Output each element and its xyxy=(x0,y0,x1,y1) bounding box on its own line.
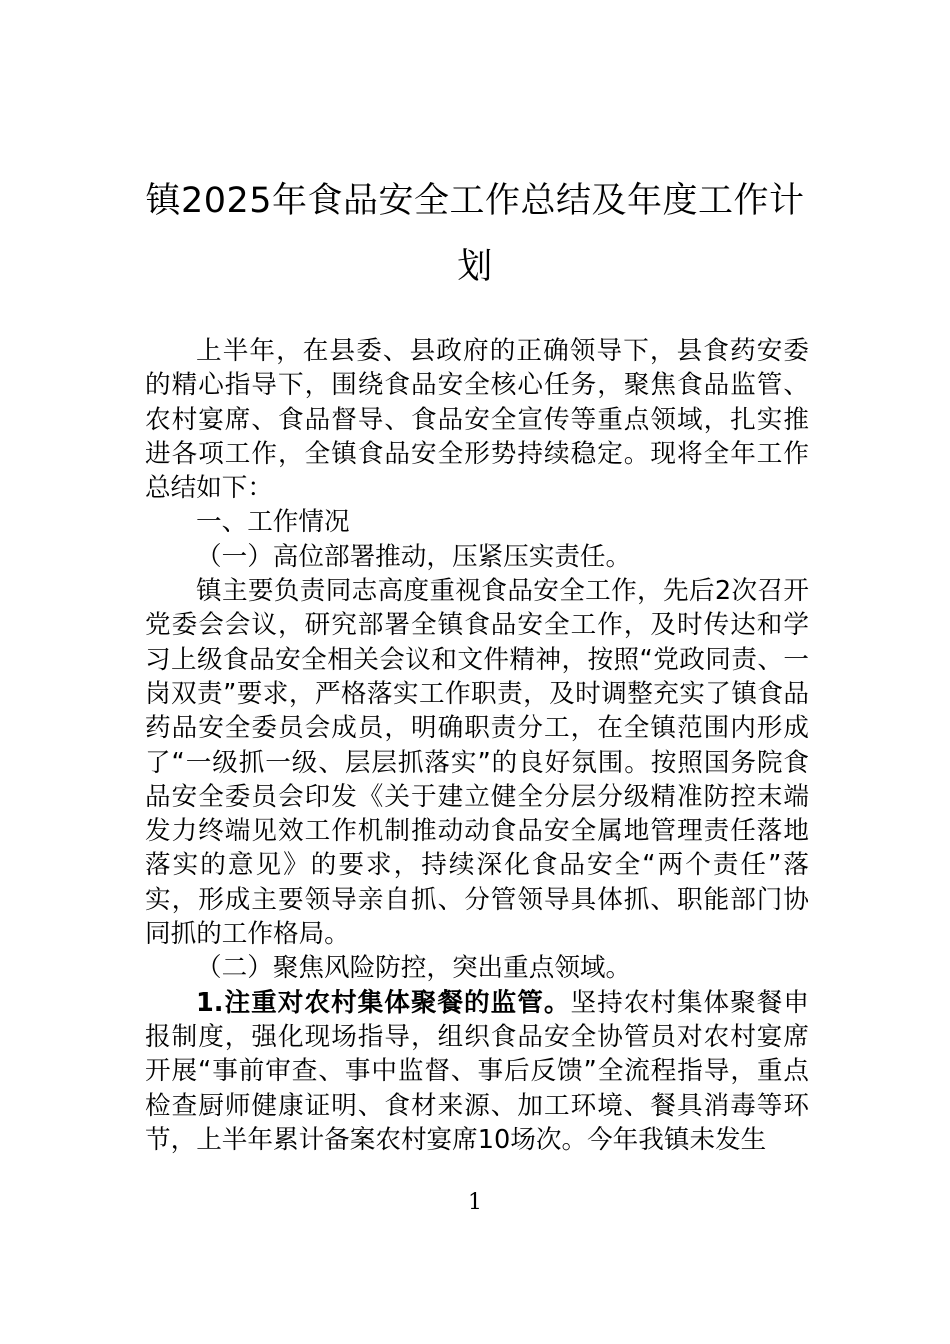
paragraph-intro: 上半年，在县委、县政府的正确领导下，县食药安委的精心指导下，围绕食品安全核心任务，聚焦食品监管、农村宴席、食品督导、食品安全宣传等重点领域，扎实推进各项工作，全镇食品安全形势持续稳定。现将全年工作总结如下： xyxy=(145,336,809,504)
document-body xyxy=(145,334,809,1157)
document-title: 镇2025年食品安全工作总结及年度工作计划 xyxy=(145,181,805,287)
section-heading-work-status: 一、工作情况 xyxy=(196,507,350,538)
paragraph-responsibility: 镇主要负责同志高度重视食品安全工作，先后2次召开党委会会议，研究部署全镇食品安全工作，及时传达和学习上级食品安全相关会议和文件精神，按照“党政同责、一岗双责”要求，严格落实工作职责，及时调整充实了镇食品药品安全委员会成员，明确职责分工，在全镇范围内形成了“一级抓一级、层层抓落实”的良好氛围。按照国务院食品安全委员会印发《关于建立健全分层分级精准防控末端发力终端见效工作机制推动动食品安全属地管理责任落地落实的意见》的要求，持续深化食品安全“两个责任”落实，形成主要领导亲自抓、分管领导具体抓、职能部门协同抓的工作格局。 xyxy=(145,576,809,950)
subsection-heading-2: （二）聚焦风险防控，突出重点领域。 xyxy=(196,953,632,984)
paragraph-rural-banquet-heading: 1.注重对农村集体聚餐的监管。 xyxy=(196,987,571,1018)
paragraph-rural-banquet xyxy=(145,986,809,1157)
subsection-heading-1: （一）高位部署推动，压紧压实责任。 xyxy=(196,541,632,572)
page-number: 1 xyxy=(468,1190,482,1215)
paragraph-rural-banquet-text: 坚持农村集体聚餐申报制度，强化现场指导，组织食品安全协管员对农村宴席开展“事前审查、事中监督、事后反馈”全流程指导，重点检查厨师健康证明、食材来源、加工环境、餐具消毒等环节，上半年累计备案农村宴席10场次。今年我镇未发生 xyxy=(145,987,809,1155)
